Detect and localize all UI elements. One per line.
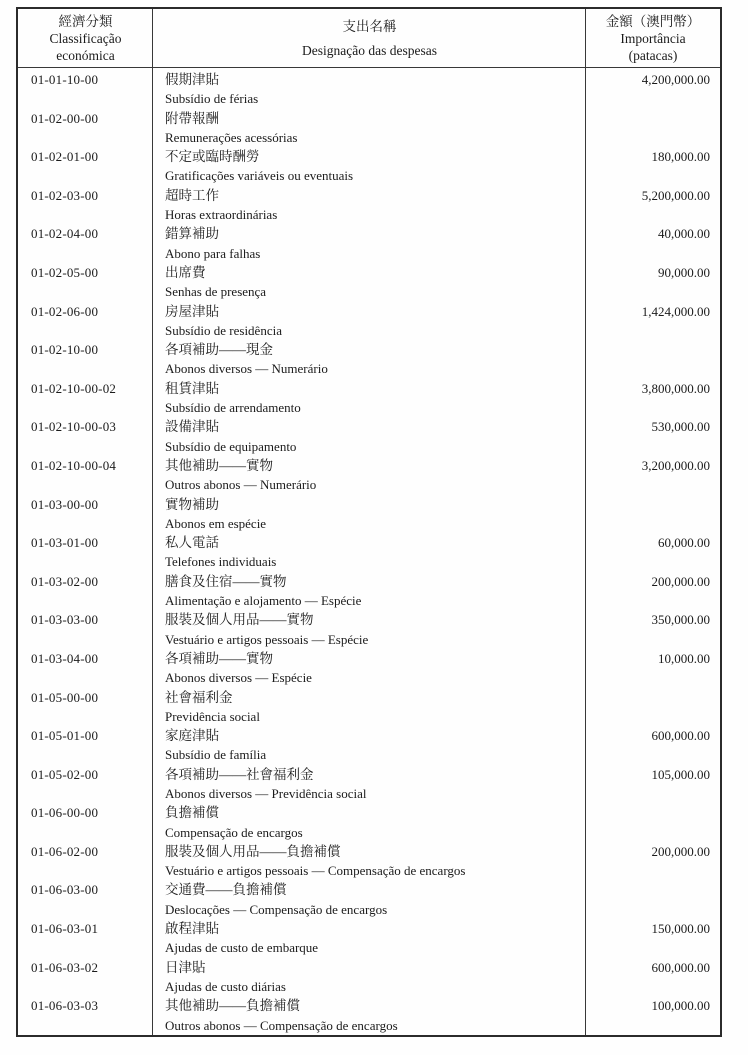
- amount-cell: [586, 533, 720, 572]
- header-amount-pt-line1: Importância: [620, 30, 686, 46]
- expense-name-zh: 其他補助——負擔補償: [165, 998, 300, 1014]
- expense-name-zh: 各項補助——社會福利金: [165, 766, 314, 782]
- expense-name-pt: Outros abonos — Numerário: [165, 477, 317, 493]
- expense-name-cell: [153, 495, 586, 534]
- amount-cell: [586, 186, 720, 225]
- economic-classification-cell: [18, 263, 153, 302]
- amount-cell: [586, 572, 720, 611]
- amount-value: 105,000.00: [651, 766, 710, 782]
- expense-name-zh: 各項補助——實物: [165, 650, 273, 666]
- expense-name-pt: Horas extraordinárias: [165, 207, 278, 223]
- amount-cell: [586, 263, 720, 302]
- expense-name-pt: Subsídio de férias: [165, 91, 259, 107]
- table-row: [18, 880, 720, 919]
- expense-name-cell: [153, 302, 586, 341]
- table-row: [18, 572, 720, 611]
- amount-cell: [586, 417, 720, 456]
- economic-classification-cell: [18, 919, 153, 958]
- table-row: [18, 340, 720, 379]
- expense-name-cell: [153, 958, 586, 997]
- expense-name-zh: 租賃津貼: [165, 380, 219, 396]
- expense-name-pt: Subsídio de equipamento: [165, 438, 297, 454]
- table-row: [18, 186, 720, 225]
- amount-cell: [586, 70, 720, 109]
- expense-name-zh: 膳食及住宿——實物: [165, 573, 287, 589]
- economic-classification-code: 01-02-00-00: [31, 110, 99, 126]
- expense-name-zh: 啟程津貼: [165, 921, 219, 937]
- economic-classification-cell: [18, 726, 153, 765]
- column-divider-1: [152, 9, 153, 1035]
- amount-value: 600,000.00: [651, 728, 710, 744]
- amount-value: 3,800,000.00: [641, 380, 710, 396]
- amount-value: 1,424,000.00: [641, 303, 710, 319]
- economic-classification-code: 01-02-01-00: [31, 149, 99, 165]
- amount-cell: [586, 688, 720, 727]
- economic-classification-code: 01-02-10-00: [31, 342, 99, 358]
- table-row: [18, 302, 720, 341]
- economic-classification-code: 01-02-06-00: [31, 303, 99, 319]
- economic-classification-code: 01-06-00-00: [31, 805, 99, 821]
- expense-name-zh: 不定或臨時酬勞: [165, 149, 260, 165]
- header-economic-classification-pt-line2: económica: [56, 47, 115, 63]
- expense-name-pt: Alimentação e alojamento — Espécie: [165, 593, 362, 609]
- table-row: [18, 958, 720, 997]
- economic-classification-code: 01-06-02-00: [31, 843, 99, 859]
- header-economic-classification: [18, 9, 153, 67]
- amount-cell: [586, 379, 720, 418]
- amount-value: 90,000.00: [658, 264, 710, 280]
- economic-classification-code: 01-02-03-00: [31, 187, 99, 203]
- expense-name-pt: Abonos diversos — Previdência social: [165, 785, 367, 801]
- economic-classification-cell: [18, 765, 153, 804]
- expense-name-pt: Subsídio de arrendamento: [165, 400, 301, 416]
- economic-classification-cell: [18, 610, 153, 649]
- amount-value: 40,000.00: [658, 226, 710, 242]
- expense-name-cell: [153, 842, 586, 881]
- economic-classification-code: 01-05-00-00: [31, 689, 99, 705]
- table-row: [18, 726, 720, 765]
- expense-name-zh: 服裝及個人用品——實物: [165, 612, 314, 628]
- expense-name-cell: [153, 649, 586, 688]
- amount-cell: [586, 765, 720, 804]
- amount-value: 5,200,000.00: [641, 187, 710, 203]
- expense-name-cell: [153, 147, 586, 186]
- amount-cell: [586, 224, 720, 263]
- expense-name-pt: Deslocações — Compensação de encargos: [165, 901, 388, 917]
- economic-classification-code: 01-02-10-00-03: [31, 419, 117, 435]
- expense-name-pt: Vestuário e artigos pessoais — Espécie: [165, 631, 369, 647]
- amount-cell: [586, 495, 720, 534]
- expense-name-pt: Telefones individuais: [165, 554, 277, 570]
- economic-classification-code: 01-05-02-00: [31, 766, 99, 782]
- expense-name-pt: Abonos diversos — Numerário: [165, 361, 328, 377]
- amount-value: 60,000.00: [658, 535, 710, 551]
- table-row: [18, 70, 720, 109]
- expense-name-cell: [153, 880, 586, 919]
- header-amount-pt-line2: (patacas): [628, 47, 678, 63]
- expense-name-cell: [153, 456, 586, 495]
- economic-classification-cell: [18, 688, 153, 727]
- economic-classification-cell: [18, 572, 153, 611]
- expense-name-cell: [153, 996, 586, 1035]
- expense-name-pt: Outros abonos — Compensação de encargos: [165, 1017, 398, 1033]
- expense-name-pt: Abono para falhas: [165, 245, 261, 261]
- expense-name-zh: 錯算補助: [165, 226, 219, 242]
- economic-classification-cell: [18, 533, 153, 572]
- amount-cell: [586, 996, 720, 1035]
- expense-name-cell: [153, 688, 586, 727]
- amount-cell: [586, 302, 720, 341]
- expense-name-zh: 負擔補償: [165, 805, 219, 821]
- header-economic-classification-zh: 經濟分類: [58, 13, 113, 29]
- expense-name-zh: 私人電話: [165, 535, 219, 551]
- economic-classification-cell: [18, 880, 153, 919]
- header-divider: [18, 67, 720, 68]
- amount-value: 350,000.00: [651, 612, 710, 628]
- expense-name-zh: 實物補助: [165, 496, 219, 512]
- header-amount-zh: 金額（澳門幣）: [605, 13, 701, 29]
- header-amount: [586, 9, 720, 67]
- expense-name-zh: 出席費: [165, 264, 206, 280]
- expense-name-pt: Abonos diversos — Espécie: [165, 670, 312, 686]
- economic-classification-cell: [18, 417, 153, 456]
- expense-name-cell: [153, 224, 586, 263]
- amount-value: 150,000.00: [651, 921, 710, 937]
- table-body: [18, 67, 720, 1035]
- table-row: [18, 610, 720, 649]
- expense-name-cell: [153, 186, 586, 225]
- economic-classification-code: 01-03-00-00: [31, 496, 99, 512]
- expense-name-cell: [153, 610, 586, 649]
- economic-classification-code: 01-06-03-03: [31, 998, 99, 1014]
- table-row: [18, 224, 720, 263]
- expense-name-cell: [153, 263, 586, 302]
- economic-classification-cell: [18, 379, 153, 418]
- amount-value: 4,200,000.00: [641, 72, 710, 87]
- economic-classification-code: 01-06-03-02: [31, 959, 99, 975]
- header-expense-designation-zh: 支出名稱: [342, 18, 397, 34]
- amount-cell: [586, 340, 720, 379]
- amount-cell: [586, 842, 720, 881]
- table-row: [18, 765, 720, 804]
- expense-name-zh: 各項補助——現金: [165, 342, 273, 358]
- expense-name-zh: 服裝及個人用品——負擔補償: [165, 843, 341, 859]
- amount-cell: [586, 880, 720, 919]
- economic-classification-cell: [18, 456, 153, 495]
- amount-cell: [586, 109, 720, 148]
- amount-value: 180,000.00: [651, 149, 710, 165]
- economic-classification-cell: [18, 649, 153, 688]
- expense-name-pt: Previdência social: [165, 708, 260, 724]
- expense-name-cell: [153, 572, 586, 611]
- economic-classification-cell: [18, 70, 153, 109]
- table-row: [18, 842, 720, 881]
- expense-name-cell: [153, 765, 586, 804]
- economic-classification-cell: [18, 224, 153, 263]
- table-row: [18, 649, 720, 688]
- expense-name-pt: Ajudas de custo de embarque: [165, 940, 319, 956]
- economic-classification-code: 01-06-03-01: [31, 921, 99, 937]
- amount-cell: [586, 803, 720, 842]
- economic-classification-cell: [18, 803, 153, 842]
- table-header: [18, 9, 720, 67]
- economic-classification-code: 01-03-03-00: [31, 612, 99, 628]
- amount-value: 600,000.00: [651, 959, 710, 975]
- table-row: [18, 533, 720, 572]
- economic-classification-code: 01-06-03-00: [31, 882, 99, 898]
- expense-name-zh: 日津貼: [165, 959, 206, 975]
- table-row: [18, 109, 720, 148]
- economic-classification-cell: [18, 996, 153, 1035]
- economic-classification-code: 01-03-02-00: [31, 573, 99, 589]
- column-divider-2: [585, 9, 586, 1035]
- expense-name-cell: [153, 533, 586, 572]
- table-row: [18, 495, 720, 534]
- expense-name-pt: Senhas de presença: [165, 284, 267, 300]
- expense-name-pt: Subsídio de família: [165, 747, 267, 763]
- expense-name-zh: 超時工作: [165, 187, 219, 203]
- expense-name-cell: [153, 340, 586, 379]
- expense-name-pt: Remunerações acessórias: [165, 129, 298, 145]
- economic-classification-cell: [18, 109, 153, 148]
- table-row: [18, 803, 720, 842]
- economic-classification-cell: [18, 495, 153, 534]
- economic-classification-cell: [18, 302, 153, 341]
- budget-table: [16, 7, 722, 1037]
- expense-name-cell: [153, 109, 586, 148]
- table-row: [18, 456, 720, 495]
- amount-cell: [586, 919, 720, 958]
- amount-value: 3,200,000.00: [641, 457, 710, 473]
- header-economic-classification-pt-line1: Classificação: [49, 30, 122, 46]
- expense-name-cell: [153, 379, 586, 418]
- economic-classification-code: 01-03-01-00: [31, 535, 99, 551]
- expense-name-cell: [153, 726, 586, 765]
- amount-cell: [586, 958, 720, 997]
- expense-name-zh: 假期津貼: [165, 72, 219, 87]
- expense-name-pt: Ajudas de custo diárias: [165, 978, 286, 994]
- expense-name-pt: Vestuário e artigos pessoais — Compensação de encargos: [165, 863, 466, 879]
- expense-name-pt: Gratificações variáveis ou eventuais: [165, 168, 354, 184]
- table-row: [18, 263, 720, 302]
- amount-cell: [586, 147, 720, 186]
- amount-cell: [586, 649, 720, 688]
- header-expense-designation-pt: Designação das despesas: [302, 42, 437, 58]
- economic-classification-code: 01-02-10-00-02: [31, 380, 117, 396]
- economic-classification-code: 01-02-10-00-04: [31, 457, 117, 473]
- economic-classification-code: 01-05-01-00: [31, 728, 99, 744]
- table-row: [18, 147, 720, 186]
- economic-classification-code: 01-01-10-00: [31, 72, 99, 87]
- economic-classification-code: 01-02-05-00: [31, 264, 99, 280]
- amount-cell: [586, 456, 720, 495]
- amount-value: 100,000.00: [651, 998, 710, 1014]
- header-expense-designation: [153, 9, 586, 67]
- expense-name-cell: [153, 803, 586, 842]
- amount-cell: [586, 610, 720, 649]
- expense-name-zh: 附帶報酬: [165, 110, 219, 126]
- table-row: [18, 688, 720, 727]
- economic-classification-cell: [18, 147, 153, 186]
- expense-name-pt: Compensação de encargos: [165, 824, 303, 840]
- economic-classification-code: 01-03-04-00: [31, 650, 99, 666]
- expense-name-cell: [153, 417, 586, 456]
- expense-name-zh: 家庭津貼: [165, 728, 219, 744]
- expense-name-pt: Subsídio de residência: [165, 322, 282, 338]
- expense-name-zh: 交通費——負擔補償: [165, 882, 287, 898]
- expense-name-zh: 社會福利金: [165, 689, 233, 705]
- table-row: [18, 379, 720, 418]
- table-row: [18, 417, 720, 456]
- economic-classification-cell: [18, 186, 153, 225]
- economic-classification-cell: [18, 958, 153, 997]
- expense-name-zh: 設備津貼: [165, 419, 219, 435]
- expense-name-cell: [153, 919, 586, 958]
- economic-classification-code: 01-02-04-00: [31, 226, 99, 242]
- expense-name-zh: 房屋津貼: [165, 303, 219, 319]
- expense-name-zh: 其他補助——實物: [165, 457, 273, 473]
- table-row: [18, 996, 720, 1035]
- amount-value: 200,000.00: [651, 843, 710, 859]
- amount-cell: [586, 726, 720, 765]
- table-row: [18, 919, 720, 958]
- amount-value: 200,000.00: [651, 573, 710, 589]
- expense-name-cell: [153, 70, 586, 109]
- economic-classification-cell: [18, 340, 153, 379]
- amount-value: 530,000.00: [651, 419, 710, 435]
- expense-name-pt: Abonos em espécie: [165, 515, 267, 531]
- amount-value: 10,000.00: [658, 650, 710, 666]
- economic-classification-cell: [18, 842, 153, 881]
